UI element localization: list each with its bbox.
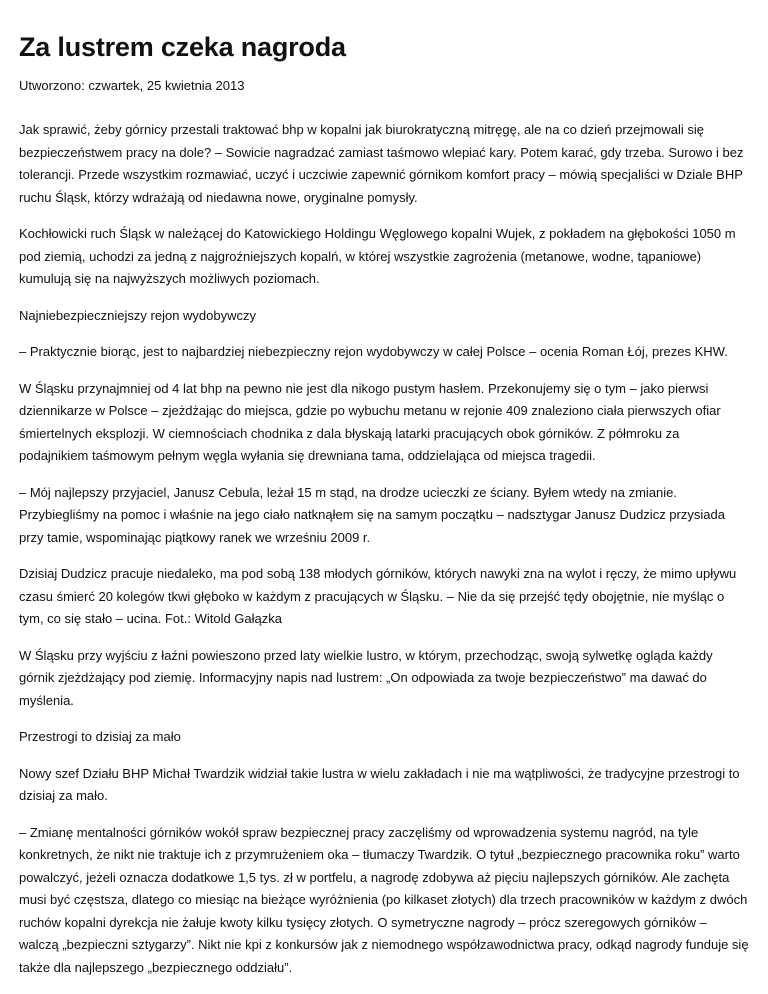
paragraph: Kochłowicki ruch Śląsk w należącej do Katowickiego Holdingu Węglowego kopalni Wujek, z pokładem na głębokości 1050 m pod ziemią, uchodzi za jedną z najgroźniejszych kopalń, w której wszystkie zagrożenia (metanowe, wodne, tąpaniowe) kumulują się na najwyższych możliwych poziomach.: [19, 226, 736, 286]
section-heading: Najniebezpieczniejszy rejon wydobywczy: [19, 307, 256, 323]
paragraph: W Śląsku przy wyjściu z łaźni powieszono przed laty wielkie lustro, w którym, przechodząc, swoją sylwetkę ogląda każdy górnik zjeżdżający pod ziemię. Informacyjny napis nad lustrem: „On odpowiada za twoje bezpieczeństwo” ma dawać do myślenia.: [19, 647, 713, 708]
paragraph: – Praktycznie biorąc, jest to najbardziej niebezpieczny rejon wydobywczy w całej Polsce – ocenia Roman Łój, prezes KHW.: [19, 344, 728, 359]
article-body: [19, 119, 749, 979]
paragraph: – Zmianę mentalności górników wokół spraw bezpiecznej pracy zaczęliśmy od wprowadzenia systemu nagród, na tyle konkretnych, że nikt nie traktuje ich z przymrużeniem oka – tłumaczy Twardzik. O tytuł „bezpiecznego pracownika roku” warto powalczyć, jeżeli oznacza dodatkowe 1,5 tys. zł w portfelu, a nagrodę zdobywa aż pięciu najlepszych górników. Ale zachęta musi być częstsza, dlatego co miesiąc na bieżące wyróżnienia (po kilkaset złotych) dla trzech pracowników w każdym z dwóch ruchów kopalni dyrekcja nie żałuje kwoty kilku tysięcy złotych. O symetryczne nagrody – prócz szeregowych górników – walczą „bezpieczni sztygarzy”. Nikt nie kpi z konkursów jak z niemodnego współzawodnictwa pracy, odkąd nagrody funduje się także dla najlepszego „bezpiecznego oddziału”.: [19, 824, 749, 975]
paragraph: W Śląsku przynajmniej od 4 lat bhp na pewno nie jest dla nikogo pustym hasłem. Przekonujemy się o tym – jako pierwsi dziennikarze w Polsce – zjeżdżając do miejsca, gdzie po wybuchu metanu w rejonie 409 znaleziono ciała pierwszych ofiar śmiertelnych eksplozji. W ciemnościach chodnika z dala błyskają latarki pracujących obok górników. Z półmroku za podajnikiem taśmowym pełnym węgla wyłania się drewniana tama, oddzielająca od miejsca tragedii.: [19, 380, 721, 463]
article-title: Za lustrem czeka nagroda: [19, 32, 346, 62]
paragraph: Nowy szef Działu BHP Michał Twardzik widział takie lustra w wielu zakładach i nie ma wątpliwości, że tradycyjne przestrogi to dzisiaj za mało.: [19, 765, 740, 803]
created-date: Utworzono: czwartek, 25 kwietnia 2013: [19, 78, 245, 93]
section-heading: Przestrogi to dzisiaj za mało: [19, 729, 181, 744]
paragraph: Dzisiaj Dudzicz pracuje niedaleko, ma pod sobą 138 młodych górników, których nawyki zna na wylot i ręczy, że mimo upływu czasu śmierć 20 kolegów tkwi głęboko w każdym z pracujących w Śląsku. – Nie da się przejść tędy obojętnie, nie myśląc o tym, co się stało – ucina. Fot.: Witold Gałązka: [19, 566, 737, 626]
paragraph: – Mój najlepszy przyjaciel, Janusz Cebula, leżał 15 m stąd, na drodze ucieczki ze ściany. Byłem wtedy na zmianie. Przybiegliśmy na pomoc i właśnie na jego ciało natknąłem się na samym początku – nadsztygar Janusz Dudzicz przysiada przy tamie, wspominając piątkowy ranek we wrześniu 2009 r.: [19, 484, 725, 545]
paragraph-lead: Jak sprawić, żeby górnicy przestali traktować bhp w kopalni jak biurokratyczną mitręgę, ale na co dzień przejmowali się bezpieczeństwem pracy na dole? – Sowicie nagradzać zamiast taśmowo wlepiać kary. Potem karać, gdy trzeba. Surowo i bez tolerancji. Przede wszystkim rozmawiać, uczyć i uczciwie zapewnić górnikom komfort pracy – mówią specjaliści w Dziale BHP ruchu Śląsk, którzy wdrażają od niedawna nowe, oryginalne pomysły.: [19, 122, 744, 205]
